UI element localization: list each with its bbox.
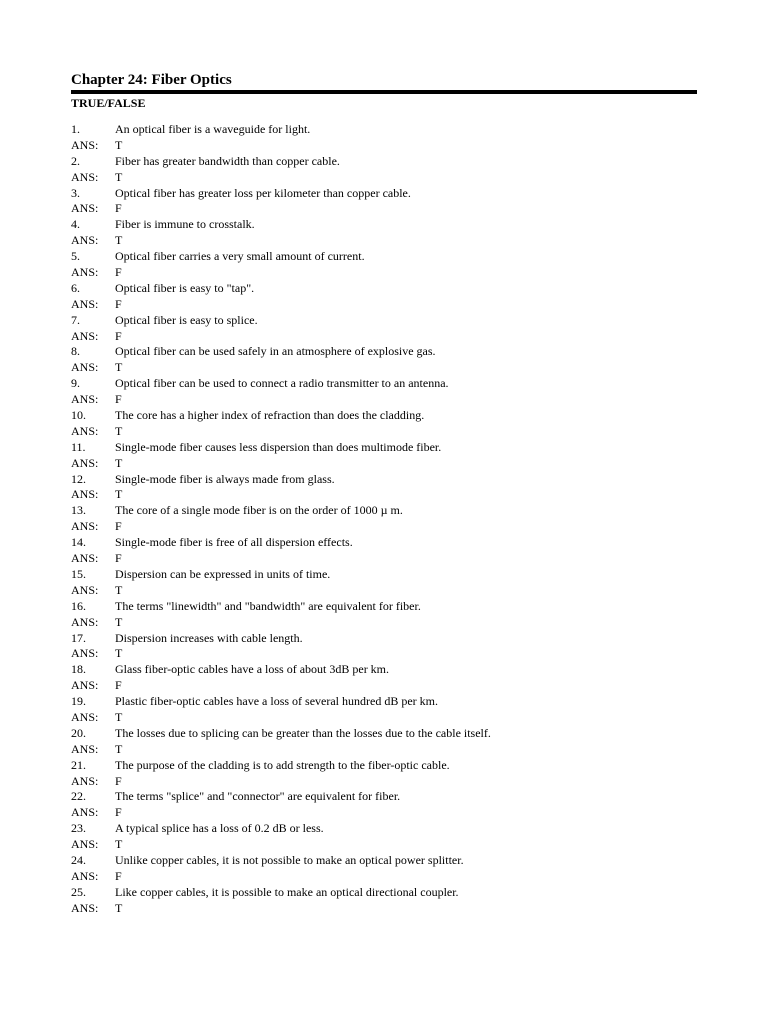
question-number: 19. [71,694,86,709]
answer-label: ANS: [71,773,99,788]
answer-row [71,583,697,599]
answer-label: ANS: [71,582,99,597]
question-row [71,758,697,774]
answer-value: T [115,900,123,915]
answer-label: ANS: [71,169,99,184]
answer-label: ANS: [71,360,99,375]
answer-label: ANS: [71,455,99,470]
answer-label: ANS: [71,805,99,820]
question-number: 5. [71,249,80,264]
question-text: Fiber is immune to crosstalk. [115,217,255,232]
question-number: 7. [71,312,80,327]
question-text: The terms "splice" and "connector" are equivalent for fiber. [115,789,401,804]
question-row [71,281,697,297]
answer-label: ANS: [71,900,99,915]
question-text: Dispersion can be expressed in units of time. [115,566,331,581]
answer-value: T [115,169,123,184]
question-text: A typical splice has a loss of 0.2 dB or less. [115,821,324,836]
answer-value: F [115,265,122,280]
question-text: Optical fiber is easy to "tap". [115,280,255,295]
question-number: 16. [71,598,86,613]
question-row [71,186,697,202]
answer-value: F [115,519,122,534]
answer-value: F [115,773,122,788]
question-list [71,122,697,917]
question-row [71,313,697,329]
answer-value: F [115,328,122,343]
answer-value: F [115,296,122,311]
answer-label: ANS: [71,487,99,502]
answer-label: ANS: [71,741,99,756]
question-row [71,344,697,360]
answer-row [71,360,697,376]
answer-label: ANS: [71,233,99,248]
answer-value: T [115,582,123,597]
answer-label: ANS: [71,709,99,724]
answer-value: F [115,678,122,693]
answer-row [71,170,697,186]
answer-value: T [115,614,123,629]
section-heading: TRUE/FALSE [71,96,146,110]
question-text: Optical fiber can be used safely in an atmosphere of explosive gas. [115,344,436,359]
question-row [71,821,697,837]
question-number: 4. [71,217,80,232]
answer-value: T [115,137,123,152]
answer-label: ANS: [71,392,99,407]
answer-label: ANS: [71,423,99,438]
question-text: Optical fiber carries a very small amount of current. [115,249,365,264]
answer-value: T [115,646,123,661]
answer-label: ANS: [71,614,99,629]
answer-row [71,646,697,662]
question-row [71,789,697,805]
question-row [71,217,697,233]
chapter-title: Chapter 24: Fiber Optics [71,72,232,88]
question-number: 8. [71,344,80,359]
question-number: 17. [71,630,86,645]
question-text: Single-mode fiber is free of all dispersion effects. [115,535,353,550]
question-row [71,376,697,392]
answer-row [71,901,697,917]
answer-value: T [115,360,123,375]
answer-value: F [115,868,122,883]
question-row [71,249,697,265]
question-text: Plastic fiber-optic cables have a loss of several hundred dB per km. [115,694,438,709]
title-rule [71,90,697,94]
answer-row [71,487,697,503]
question-text: The core has a higher index of refraction than does the cladding. [115,408,425,423]
question-row [71,472,697,488]
question-row [71,503,697,519]
question-text: Glass fiber-optic cables have a loss of about 3dB per km. [115,662,390,677]
question-number: 18. [71,662,86,677]
question-row [71,694,697,710]
question-number: 6. [71,280,80,295]
answer-row [71,774,697,790]
answer-label: ANS: [71,296,99,311]
answer-value: T [115,233,123,248]
question-row [71,631,697,647]
question-row [71,440,697,456]
answer-row [71,329,697,345]
answer-row [71,424,697,440]
answer-value: T [115,423,123,438]
question-text: Like copper cables, it is possible to make an optical directional coupler. [115,884,459,899]
question-number: 23. [71,821,86,836]
question-text: Optical fiber has greater loss per kilometer than copper cable. [115,185,411,200]
answer-row [71,233,697,249]
question-number: 20. [71,725,86,740]
answer-value: F [115,805,122,820]
question-number: 15. [71,566,86,581]
answer-label: ANS: [71,646,99,661]
question-number: 1. [71,122,80,136]
question-text: Single-mode fiber is always made from glass. [115,471,335,486]
answer-row [71,297,697,313]
question-number: 24. [71,852,86,867]
question-number: 9. [71,376,80,391]
question-row [71,154,697,170]
answer-label: ANS: [71,265,99,280]
question-row [71,726,697,742]
document-page [71,70,697,917]
answer-label: ANS: [71,837,99,852]
answer-label: ANS: [71,137,99,152]
question-number: 10. [71,408,86,423]
question-text: The losses due to splicing can be greater than the losses due to the cable itself. [115,725,491,740]
answer-row [71,710,697,726]
answer-value: T [115,709,123,724]
answer-row [71,519,697,535]
answer-row [71,138,697,154]
question-row [71,853,697,869]
question-number: 2. [71,153,80,168]
question-text: The purpose of the cladding is to add strength to the fiber-optic cable. [115,757,450,772]
question-number: 11. [71,439,86,454]
answer-label: ANS: [71,519,99,534]
question-text: Optical fiber is easy to splice. [115,312,258,327]
answer-value: F [115,201,122,216]
question-number: 3. [71,185,80,200]
answer-label: ANS: [71,328,99,343]
question-text: An optical fiber is a waveguide for light. [115,122,311,136]
answer-row [71,615,697,631]
question-text: Single-mode fiber causes less dispersion than does multimode fiber. [115,439,442,454]
answer-label: ANS: [71,201,99,216]
question-row [71,535,697,551]
answer-value: F [115,551,122,566]
question-number: 25. [71,884,86,899]
answer-row [71,742,697,758]
answer-row [71,456,697,472]
question-row [71,567,697,583]
answer-value: T [115,487,123,502]
answer-row [71,678,697,694]
answer-value: T [115,741,123,756]
question-row [71,885,697,901]
answer-row [71,551,697,567]
question-number: 13. [71,503,86,518]
question-text: Unlike copper cables, it is not possible to make an optical power splitter. [115,852,464,867]
question-number: 14. [71,535,86,550]
question-number: 12. [71,471,86,486]
question-text: The terms "linewidth" and "bandwidth" are equivalent for fiber. [115,598,421,613]
answer-row [71,392,697,408]
answer-row [71,869,697,885]
question-row [71,599,697,615]
question-row [71,662,697,678]
question-text: Fiber has greater bandwidth than copper cable. [115,153,340,168]
question-text: Optical fiber can be used to connect a radio transmitter to an antenna. [115,376,449,391]
question-number: 21. [71,757,86,772]
answer-row [71,837,697,853]
answer-label: ANS: [71,868,99,883]
question-row [71,408,697,424]
question-text: The core of a single mode fiber is on the order of 1000 µ m. [115,503,403,518]
question-text: Dispersion increases with cable length. [115,630,303,645]
answer-row [71,805,697,821]
answer-value: T [115,455,123,470]
answer-label: ANS: [71,678,99,693]
question-number: 22. [71,789,86,804]
question-row [71,122,697,138]
answer-label: ANS: [71,551,99,566]
answer-value: F [115,392,122,407]
answer-row [71,201,697,217]
answer-value: T [115,837,123,852]
answer-row [71,265,697,281]
